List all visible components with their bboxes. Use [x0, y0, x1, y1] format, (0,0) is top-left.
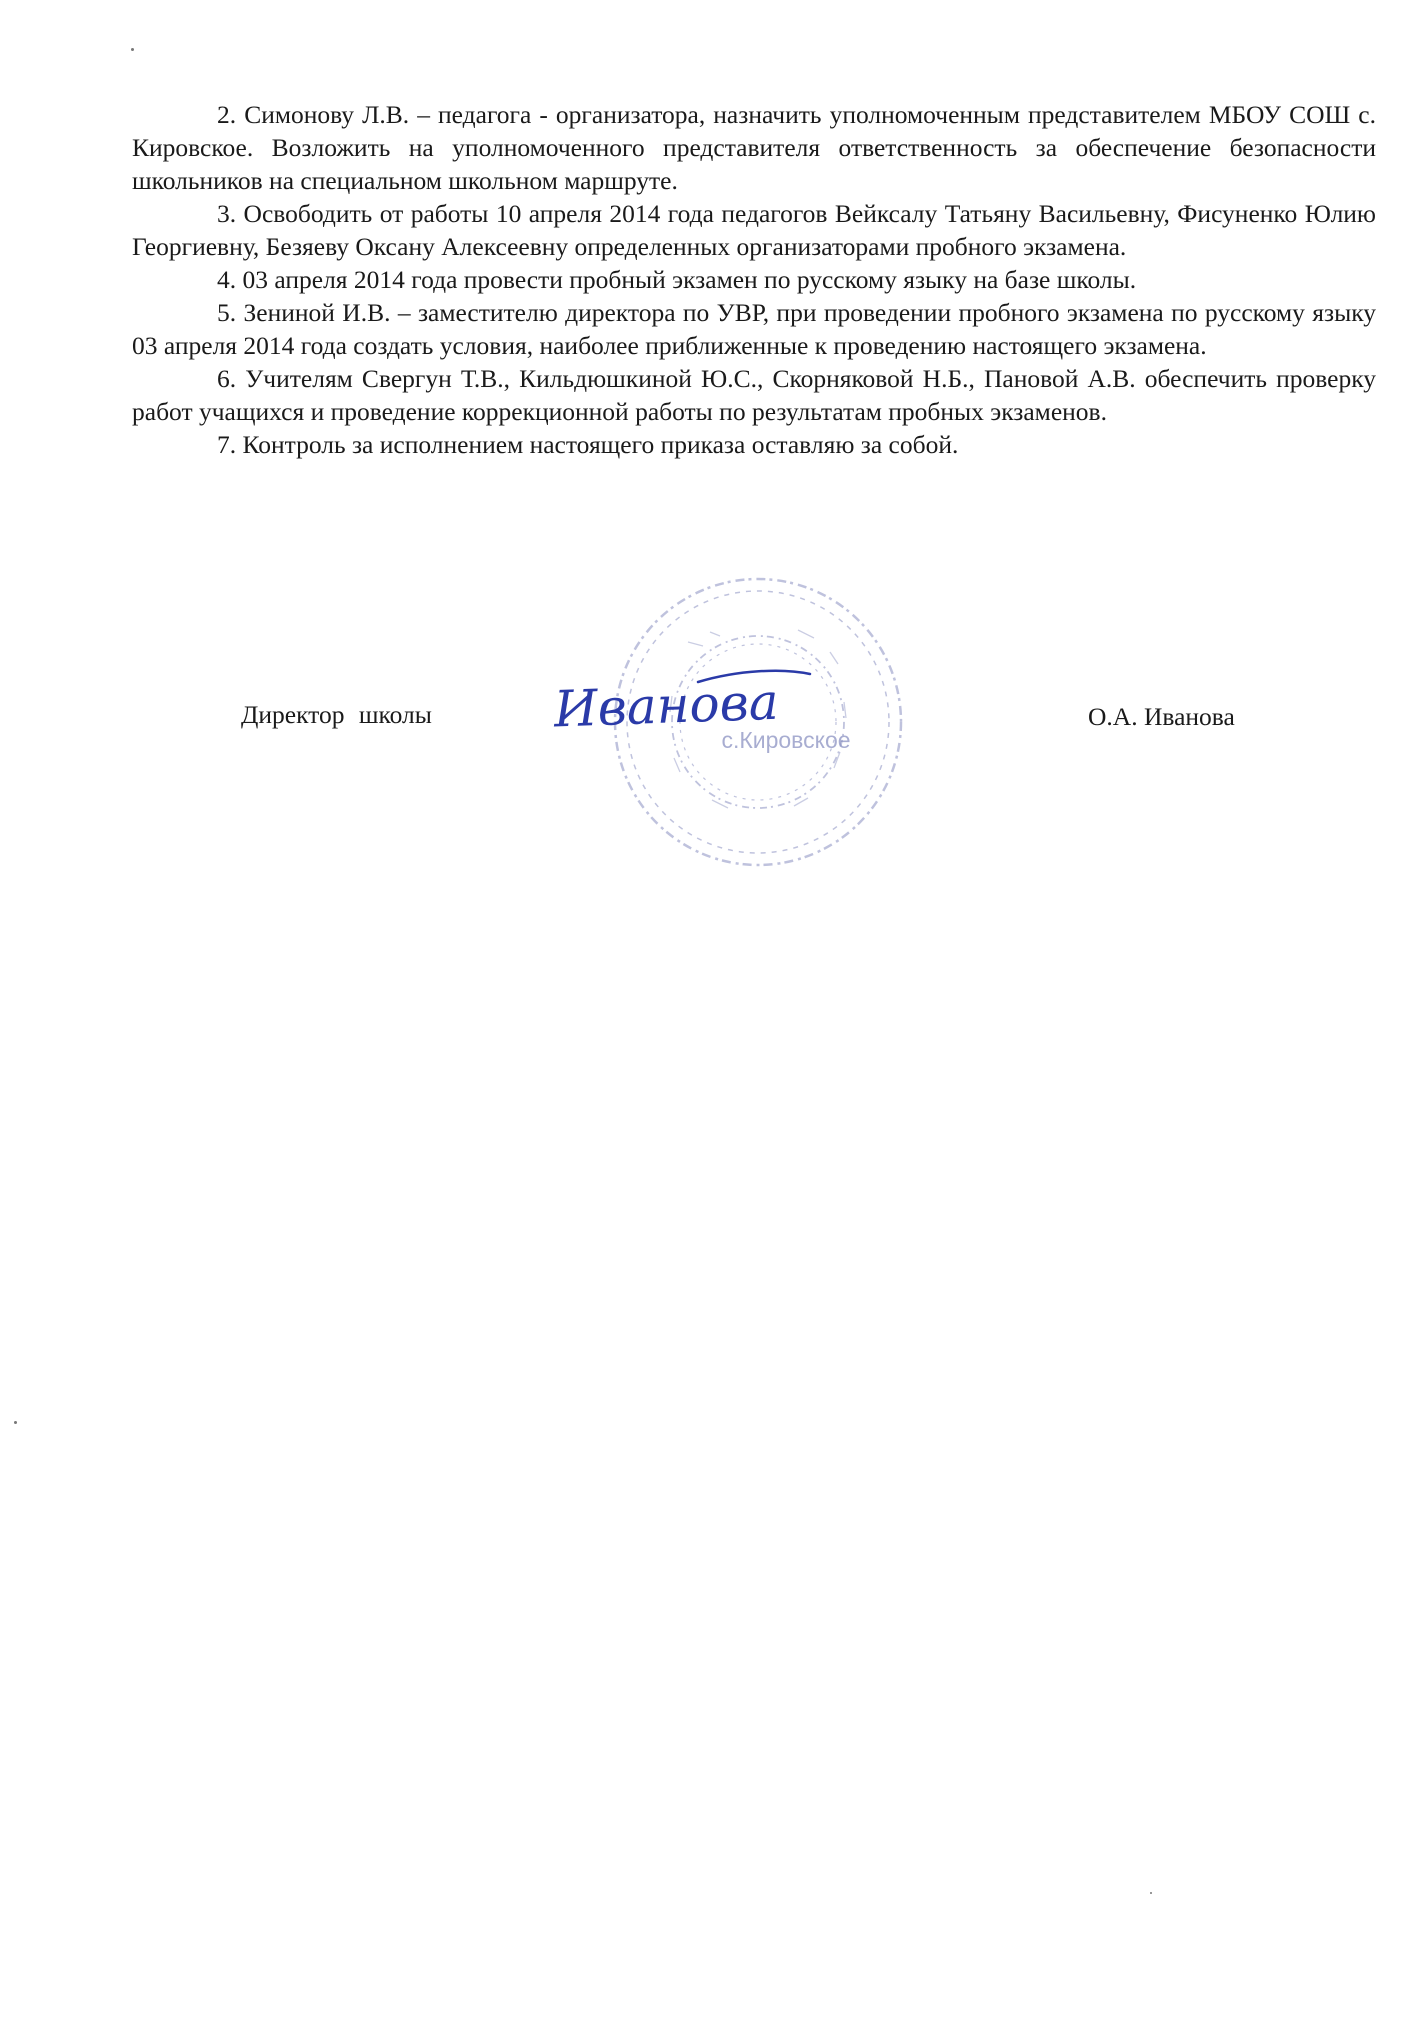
paragraph-2: 2. Симонову Л.В. – педагога - организатора, назначить уполномоченным представителем МБОУ СОШ с. Кировское. Возложить на уполномоченного представителя ответственность за обеспечение безопасности школьников на специальном школьном маршруте.	[132, 100, 1376, 195]
paragraph-6: 6. Учителям Свергун Т.В., Кильдюшкиной Ю.С., Скорняковой Н.Б., Пановой А.В. обеспечить проверку работ учащихся и проведение коррекционной работы по результатам пробных экзаменов.	[132, 364, 1376, 426]
scan-speck	[131, 48, 134, 51]
handwritten-signature	[548, 660, 818, 750]
scan-speck	[14, 1421, 17, 1424]
paragraph-7: 7. Контроль за исполнением настоящего приказа оставляю за собой.	[217, 430, 959, 459]
signer-name: О.А. Иванова	[1088, 702, 1235, 731]
scan-speck	[1150, 1892, 1152, 1894]
signature-text: Иванова	[553, 672, 780, 739]
paragraph-3: 3. Освободить от работы 10 апреля 2014 года педагогов Вейксалу Татьяну Васильевну, Фисуненко Юлию Георгиевну, Безяеву Оксану Алексеевну определенных организаторами пробного экзамена.	[132, 199, 1376, 261]
signature-block	[0, 560, 1428, 860]
paragraph-5: 5. Зениной И.В. – заместителю директора по УВР, при проведении пробного экзамена по русскому языку 03 апреля 2014 года создать условия, наиболее приближенные к проведению настоящего экзамена.	[132, 298, 1376, 360]
order-text	[132, 98, 1376, 461]
paragraph-4: 4. 03 апреля 2014 года провести пробный экзамен по русскому языку на базе школы.	[217, 265, 1137, 294]
director-title: Директор школы	[241, 700, 432, 729]
stamp-text: с.Кировское	[721, 727, 851, 753]
